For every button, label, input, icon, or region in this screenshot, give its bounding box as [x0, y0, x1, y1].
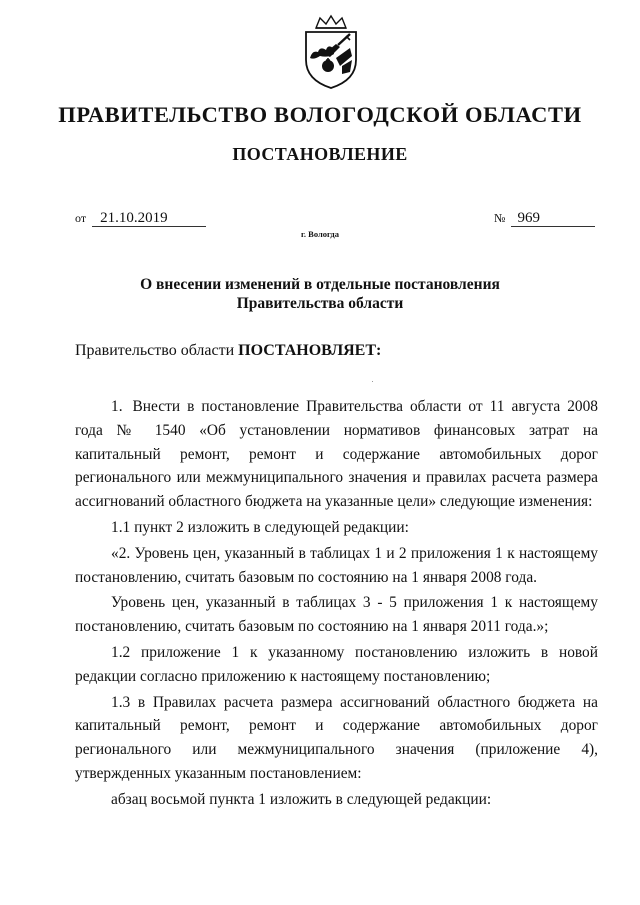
resolution-line: [75, 342, 381, 360]
scan-speck: [372, 381, 373, 382]
document-type-title: ПОСТАНОВЛЕНИЕ: [232, 144, 408, 164]
resolution-lead: Правительство области: [75, 342, 239, 359]
number-prefix: №: [494, 211, 506, 225]
number-value: 969: [511, 210, 595, 227]
subject-line-2: Правительства области: [236, 295, 404, 312]
vologda-coat-of-arms-icon: [300, 14, 362, 90]
document-number: [494, 210, 595, 227]
date-prefix: от: [75, 211, 87, 225]
paragraph-1-1: 1.1 пункт 2 изложить в следующей редакции:: [111, 518, 409, 536]
resolution-keyword: ПОСТАНОВЛЯЕТ:: [238, 342, 382, 359]
paragraph-quote-1: «2. Уровень цен, указанный в таблицах 1 и 2 приложения 1 к настоящему постановлению, считать базовым по состоянию на 1 января 2008 года.: [75, 544, 598, 586]
city-label: г. Вологда: [301, 229, 339, 239]
date-value: 21.10.2019: [92, 210, 206, 227]
paragraph-quote-2: Уровень цен, указанный в таблицах 3 - 5 приложения 1 к настоящему постановлению, считать базовым по состоянию на 1 января 2011 года.»;: [75, 594, 598, 636]
government-title: ПРАВИТЕЛЬСТВО ВОЛОГОДСКОЙ ОБЛАСТИ: [58, 102, 582, 127]
paragraph-1: [75, 395, 598, 514]
paragraph-1-3: 1.3 в Правилах расчета размера ассигнований областного бюджета на капитальный ремонт, ремонт и содержание автомобильных дорог регионального или межмуниципального значения (приложение 4), утвержденных указанным постановлением:: [75, 693, 598, 782]
paragraph-last: абзац восьмой пункта 1 изложить в следующей редакции:: [111, 790, 492, 808]
paragraph-1-number: 1.: [111, 398, 123, 415]
document-body: [75, 395, 598, 812]
document-subject: [0, 275, 640, 313]
document-date: [75, 210, 206, 227]
paragraph-1-2: 1.2 приложение 1 к указанному постановлению изложить в новой редакции согласно приложению к настоящему постановлению;: [75, 643, 598, 685]
subject-line-1: О внесении изменений в отдельные постановления: [140, 276, 500, 293]
paragraph-1-text: Внести в постановление Правительства области от 11 августа 2008 года № 1540 «Об установлении нормативов финансовых затрат на капитальный ремонт, ремонт и содержание автомобильных дорог регионального или межмуниципального значения и правилах расчета размера ассигнований областного бюджета на указанные цели» следующие изменения:: [75, 398, 598, 511]
